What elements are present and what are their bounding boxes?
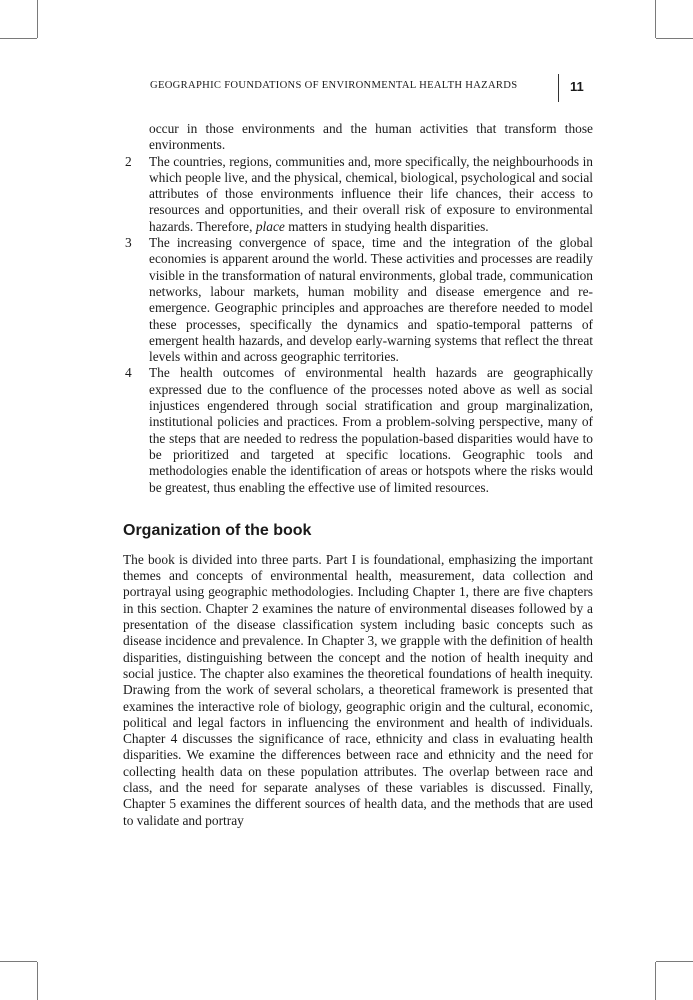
list-number: 3 [125, 235, 132, 251]
list-item-text: The countries, regions, communities and, more specifically, the neighbourhoods in which people live, and the physical, chemical, biological, psychological and social attributes of those environments influence their life chances, their access to resources and opportunities, and their overall risk of exposure to environmental hazards. Therefore, [149, 153, 593, 234]
list-number: 4 [125, 365, 132, 381]
numbered-list [123, 154, 593, 496]
list-number: 2 [125, 153, 132, 169]
crop-mark-bottom-right-h [656, 961, 693, 962]
crop-mark-top-left-h [0, 38, 37, 39]
list-item [123, 235, 593, 365]
list-item-emphasis: place [255, 218, 285, 234]
crop-mark-bottom-left [37, 962, 38, 1000]
crop-mark-bottom-right [655, 962, 656, 1000]
crop-mark-top-left [37, 0, 38, 38]
crop-mark-bottom-left-h [0, 961, 37, 962]
continuation-text: occur in those environments and the human activities that transform those environments. [149, 121, 593, 153]
section-heading: Organization of the book [123, 521, 312, 539]
list-item [123, 154, 593, 235]
running-head [150, 78, 590, 102]
list-item-text: The health outcomes of environmental health hazards are geographically expressed due to the confluence of the processes noted above as well as social injustices engendered through social stratification and group marginalization, institutional policies and practices. From a problem-solving perspective, many of the steps that are needed to redress the population-based disparities would have to be prioritized and targeted at specific locations. Geographic tools and methodologies enable the identification of areas or hotspots where the risks would be greatest, thus enabling the effective use of limited resources. [149, 365, 593, 495]
crop-mark-top-right-h [656, 38, 693, 39]
page-number: 11 [570, 79, 584, 94]
list-item-text: The increasing convergence of space, time and the integration of the global economies is apparent around the world. These activities and processes are readily visible in the transformation of natural environments, global trade, communication networks, labour markets, human mobility and disease emergence and re-emergence. Geographic principles and approaches are therefore needed to model these processes, specifically the dynamics and spatio-temporal patterns of emergent health hazards, and develop early-warning systems that reflect the threat levels within and across geographic territories. [149, 235, 593, 365]
page-body [123, 121, 593, 829]
running-head-title: GEOGRAPHIC FOUNDATIONS OF ENVIRONMENTAL HEALTH HAZARDS [150, 80, 518, 91]
list-item [123, 365, 593, 495]
running-head-divider [558, 74, 559, 102]
list-item-text-end: matters in studying health disparities. [288, 218, 489, 234]
section-paragraph: The book is divided into three parts. Part I is foundational, emphasizing the important themes and concepts of environmental health, measurement, data collection and portrayal using geographic methodologies. Including Chapter 1, there are five chapters in this section. Chapter 2 examines the nature of environmental diseases followed by a presentation of the disease classification system including basic concepts such as disease incidence and prevalence. In Chapter 3, we grapple with the definition of health disparities, distinguishing between the concept and the notion of health inequity and social justice. The chapter also examines the theoretical foundations of health inequity. Drawing from the work of several scholars, a theoretical framework is presented that examines the interactive role of biology, geographic origin and the cultural, economic, political and legal factors in influencing the environment and health of individuals. Chapter 4 discusses the significance of race, ethnicity and class in evaluating health disparities. We examine the differences between race and ethnicity and the need for collecting health data on these population attributes. The overlap between race and class, and the need for separate analyses of these variables is discussed. Finally, Chapter 5 examines the different sources of health data, and the methods that are used to validate and portray [123, 551, 593, 828]
crop-mark-top-right [655, 0, 656, 38]
